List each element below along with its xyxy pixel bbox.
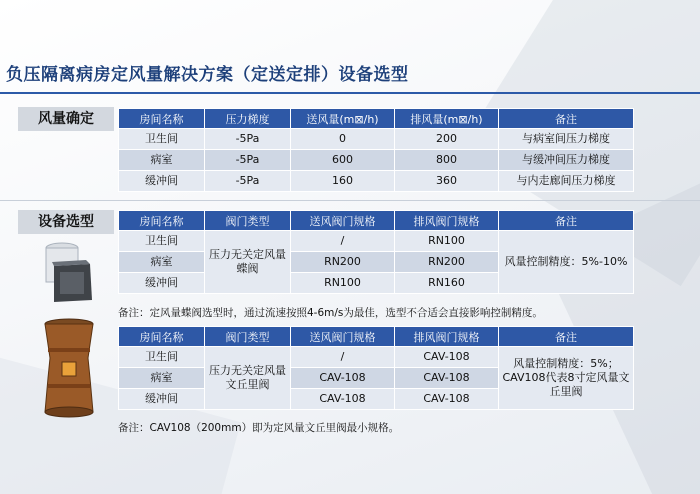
column-header: 阀门类型 (205, 211, 291, 231)
table-cell: 病室 (119, 368, 205, 389)
table-cell: CAV-108 (395, 347, 499, 368)
table-cell: 200 (395, 129, 499, 150)
column-header: 阀门类型 (205, 327, 291, 347)
table-cell: RN200 (291, 252, 395, 273)
table-cell: 缓冲间 (119, 389, 205, 410)
page-title: 负压隔离病房定风量解决方案（定送定排）设备选型 (6, 65, 409, 85)
section-label-airflow: 风量确定 (18, 107, 114, 131)
table-row (119, 231, 634, 252)
table-cell: 与缓冲间压力梯度 (499, 150, 634, 171)
column-header: 送风阀门规格 (291, 211, 395, 231)
table-header-row (119, 211, 634, 231)
butterfly-valve-image (40, 240, 98, 306)
table-cell: RN200 (395, 252, 499, 273)
table-cell: 800 (395, 150, 499, 171)
butterfly-valve-table (118, 210, 634, 294)
table-cell: 卫生间 (119, 231, 205, 252)
column-header: 排风量(m⊠/h) (395, 109, 499, 129)
table-cell: CAV-108 (291, 368, 395, 389)
table-row (119, 347, 634, 368)
column-header: 送风阀门规格 (291, 327, 395, 347)
column-header: 送风量(m⊠/h) (291, 109, 395, 129)
table-cell: CAV-108 (395, 389, 499, 410)
table-cell: 卫生间 (119, 347, 205, 368)
table-cell: -5Pa (205, 171, 291, 192)
table-cell: 360 (395, 171, 499, 192)
venturi-valve-image (38, 318, 100, 418)
title-rule (0, 92, 700, 94)
column-header: 备注 (499, 211, 634, 231)
table-cell: RN100 (291, 273, 395, 294)
table-cell: RN100 (395, 231, 499, 252)
table-cell: CAV-108 (291, 389, 395, 410)
table-cell: 160 (291, 171, 395, 192)
note-venturi-valve: 备注：CAV108（200mm）即为定风量文丘里阀最小规格。 (118, 422, 400, 434)
table-cell: -5Pa (205, 129, 291, 150)
airflow-table (118, 108, 634, 192)
table-cell: 病室 (119, 252, 205, 273)
column-header: 房间名称 (119, 327, 205, 347)
table-header-row (119, 109, 634, 129)
table-cell: / (291, 231, 395, 252)
section-label-equipment: 设备选型 (18, 210, 114, 234)
table-row (119, 129, 634, 150)
table-row (119, 150, 634, 171)
valve-type-cell: 压力无关定风量文丘里阀 (205, 347, 291, 410)
table-cell: -5Pa (205, 150, 291, 171)
table-cell: 与内走廊间压力梯度 (499, 171, 634, 192)
column-header: 房间名称 (119, 211, 205, 231)
venturi-valve-table (118, 326, 634, 410)
remark-cell: 风量控制精度：5%；CAV108代表8寸定风量文丘里阀 (499, 347, 634, 410)
note-butterfly-valve: 备注：定风量蝶阀选型时，通过流速按照4-6m/s为最佳，选型不合适会直接影响控制精度。 (118, 307, 543, 319)
table-cell: 缓冲间 (119, 273, 205, 294)
table-cell: 600 (291, 150, 395, 171)
table-cell: 病室 (119, 150, 205, 171)
column-header: 压力梯度 (205, 109, 291, 129)
table-header-row (119, 327, 634, 347)
table-cell: 0 (291, 129, 395, 150)
table-cell: 缓冲间 (119, 171, 205, 192)
column-header: 备注 (499, 109, 634, 129)
table-cell: / (291, 347, 395, 368)
table-cell: RN160 (395, 273, 499, 294)
table-row (119, 171, 634, 192)
table-cell: CAV-108 (395, 368, 499, 389)
column-header: 备注 (499, 327, 634, 347)
valve-type-cell: 压力无关定风量蝶阀 (205, 231, 291, 294)
table-cell: 卫生间 (119, 129, 205, 150)
column-header: 排风阀门规格 (395, 211, 499, 231)
column-header: 房间名称 (119, 109, 205, 129)
column-header: 排风阀门规格 (395, 327, 499, 347)
table-cell: 与病室间压力梯度 (499, 129, 634, 150)
remark-cell: 风量控制精度：5%-10% (499, 231, 634, 294)
section-rule (0, 200, 700, 201)
